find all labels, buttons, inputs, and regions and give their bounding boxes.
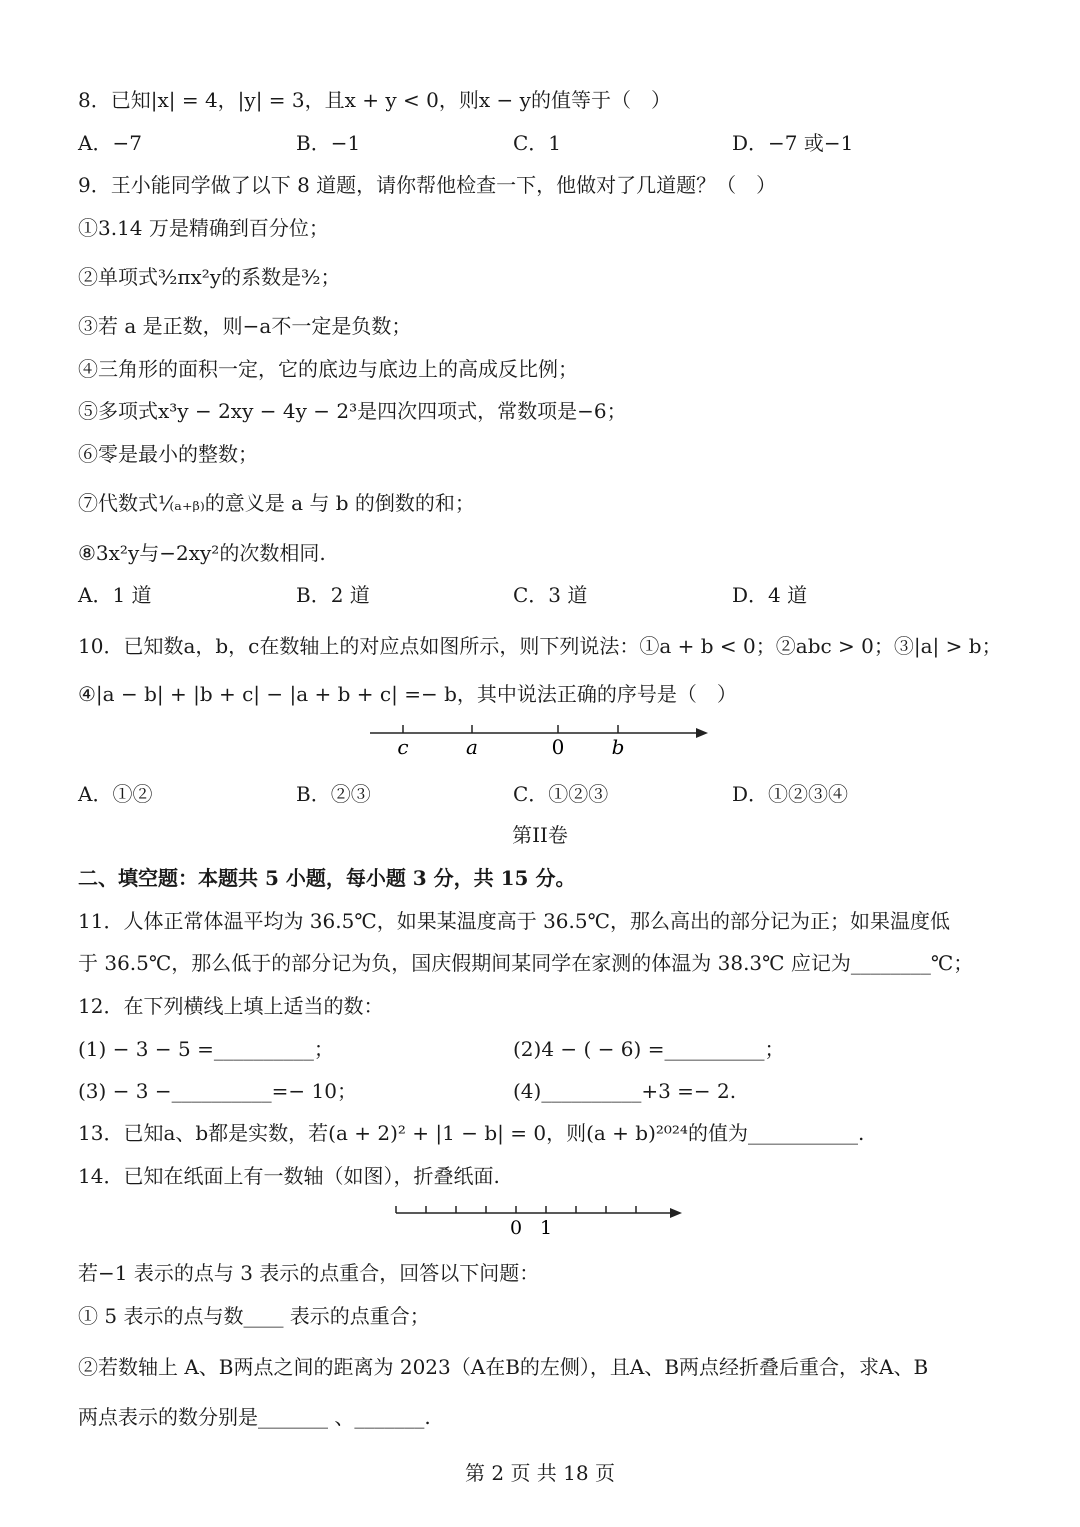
q13-stem: 13．已知a、b都是实数，若(a + 2)² + |1 − b| = 0，则(a + b)²⁰²⁴的值为___________. <box>78 1121 865 1145</box>
page-footer: 第 2 页 共 18 页 <box>465 1461 615 1485</box>
q9-item-5: ⑤多项式x³y − 2xy − 4y − 2³是四次四项式，常数项是−6； <box>78 399 627 423</box>
q14-ticks <box>396 1206 636 1213</box>
q12-part-2: (2)4 − ( − 6) =__________； <box>513 1037 785 1061</box>
q14-number-line <box>390 1198 690 1238</box>
q8-option-c: C．1 <box>513 131 562 155</box>
volume-title: 第II卷 <box>512 823 568 847</box>
q10-stem-line1: 10．已知数a，b，c在数轴上的对应点如图所示，则下列说法：①a + b < 0；②abc > 0；③|a| > b； <box>78 634 1002 658</box>
q14-sub2-line2: 两点表示的数分别是_______ 、_______. <box>78 1405 431 1429</box>
q12-part-3: (3) − 3 −__________=− 10； <box>78 1079 357 1103</box>
q10-axis-arrow <box>696 728 708 738</box>
q10-option-b: B．②③ <box>296 782 371 806</box>
q9-stem: 9．王小能同学做了以下 8 道题，请你帮他检查一下，他做对了几道题？（ ） <box>78 173 777 197</box>
q14-label-zero: 0 <box>509 1217 523 1238</box>
q9-option-a: A．1 道 <box>78 583 152 607</box>
q12-stem: 12．在下列横线上填上适当的数： <box>78 994 384 1018</box>
q12-part-1: (1) − 3 − 5 =__________； <box>78 1037 334 1061</box>
q10-label-zero: 0 <box>551 735 565 759</box>
q10-number-line <box>360 716 720 764</box>
q10-label-a: a <box>466 735 478 759</box>
q11-line1: 11．人体正常体温平均为 36.5℃，如果某温度高于 36.5℃，那么高出的部分记为正；如果温度低 <box>78 909 950 933</box>
q10-stem-line2: ④|a − b| + |b + c| − |a + b + c| =− b，其中说法正确的序号是（ ） <box>78 682 737 706</box>
q9-item-4: ④三角形的面积一定，它的底边与底边上的高成反比例； <box>78 357 578 381</box>
q9-option-c: C．3 道 <box>513 583 588 607</box>
q10-option-a: A．①② <box>78 782 153 806</box>
q8-option-d: D．−7 或−1 <box>732 131 854 155</box>
q11-line2: 于 36.5℃，那么低于的部分记为负，国庆假期间某同学在家测的体温为 38.3℃ 应记为________℃； <box>78 951 974 975</box>
q9-item-6: ⑥零是最小的整数； <box>78 442 258 466</box>
q14-label-one: 1 <box>539 1217 553 1238</box>
q10-label-b: b <box>611 735 625 759</box>
q12-part-4: (4)__________+3 =− 2. <box>513 1079 737 1103</box>
q10-option-d: D．①②③④ <box>732 782 849 806</box>
q8-option-b: B．−1 <box>296 131 361 155</box>
q9-item-7: ⑦代数式¹⁄₍ₐ₊ᵦ₎的意义是 a 与 b 的倒数的和； <box>78 491 475 515</box>
q9-option-d: D．4 道 <box>732 583 808 607</box>
q14-sub1: ① 5 表示的点与数____ 表示的点重合； <box>78 1304 430 1328</box>
q9-item-8: ⑧3x²y与−2xy²的次数相同. <box>78 541 326 565</box>
section2-title: 二、填空题：本题共 5 小题，每小题 3 分，共 15 分。 <box>78 866 576 890</box>
q9-item-2: ②单项式³⁄₂πx²y的系数是³⁄₂； <box>78 265 341 289</box>
q9-item-1: ①3.14 万是精确到百分位； <box>78 216 329 240</box>
q8-option-a: A．−7 <box>78 131 142 155</box>
q10-label-c: c <box>397 735 409 759</box>
q9-item-3: ③若 a 是正数，则−a不一定是负数； <box>78 314 412 338</box>
q10-option-c: C．①②③ <box>513 782 609 806</box>
q14-axis-arrow <box>670 1208 682 1218</box>
q8-stem: 8．已知|x| = 4，|y| = 3，且x + y < 0，则x − y的值等于（ ） <box>78 88 671 112</box>
q14-sub2-line1: ②若数轴上 A、B两点之间的距离为 2023（A在B的左侧），且A、B两点经折叠后重合，求A、B <box>78 1355 929 1379</box>
q14-condition: 若−1 表示的点与 3 表示的点重合，回答以下问题： <box>78 1261 540 1285</box>
q9-option-b: B．2 道 <box>296 583 370 607</box>
q14-stem: 14．已知在纸面上有一数轴（如图），折叠纸面. <box>78 1164 500 1188</box>
